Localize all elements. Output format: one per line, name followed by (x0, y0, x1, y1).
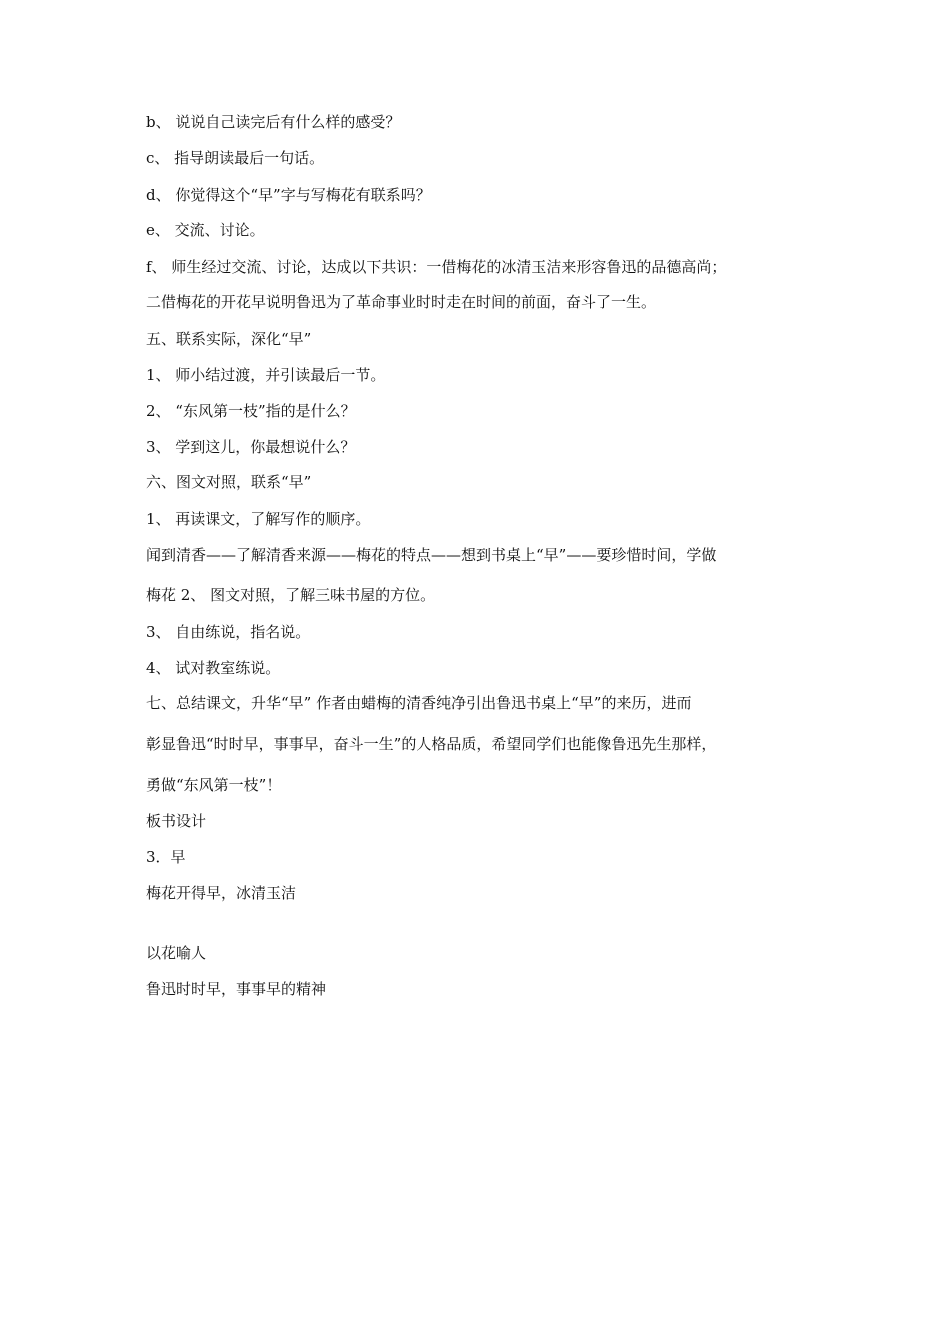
section-heading-5: 五、联系实际，深化“早” (146, 330, 312, 348)
board-design-heading: 板书设计 (146, 812, 207, 830)
text-line-6-2: 梅花 2、 图文对照，了解三味书屋的方位。 (146, 586, 436, 604)
text-line-6-4: 4、 试对教室练说。 (146, 659, 281, 677)
text-line-b: b、 说说自己读完后有什么样的感受？ (146, 113, 401, 131)
text-line-e: e、 交流、讨论。 (146, 221, 265, 239)
board-line-1: 梅花开得早，冰清玉洁 (146, 884, 297, 902)
text-line-f-cont: 二借梅花的开花早说明鲁迅为了革命事业时时走在时间的前面，奋斗了一生。 (146, 293, 657, 311)
board-line-3: 鲁迅时时早，事事早的精神 (146, 980, 327, 998)
text-line-f: f、 师生经过交流、讨论，达成以下共识：一借梅花的冰清玉洁来形容鲁迅的品德高尚； (146, 258, 727, 276)
text-line-7-end: 勇做“东风第一枝”！ (146, 776, 282, 794)
text-line-5-2: 2、 “东风第一枝”指的是什么？ (146, 402, 356, 420)
board-title: 3．早 (146, 848, 186, 866)
text-line-6-sequence: 闻到清香——了解清香来源——梅花的特点——想到书桌上“早”——要珍惜时间，学做 (146, 546, 717, 564)
section-heading-6: 六、图文对照，联系“早” (146, 473, 312, 491)
text-line-d: d、 你觉得这个“早”字与写梅花有联系吗？ (146, 186, 431, 204)
text-line-c: c、 指导朗读最后一句话。 (146, 149, 325, 167)
text-line-6-3: 3、 自由练说，指名说。 (146, 623, 311, 641)
text-line-5-1: 1、 师小结过渡，并引读最后一节。 (146, 366, 386, 384)
text-line-7-cont: 彰显鲁迅“时时早，事事早，奋斗一生”的人格品质，希望同学们也能像鲁迅先生那样， (146, 735, 717, 753)
text-line-5-3: 3、 学到这儿，你最想说什么？ (146, 438, 356, 456)
board-line-2: 以花喻人 (146, 944, 207, 962)
section-heading-7: 七、总结课文，升华“早” 作者由蜡梅的清香纯净引出鲁迅书桌上“早”的来历，进而 (146, 694, 692, 712)
text-line-6-1: 1、 再读课文，了解写作的顺序。 (146, 510, 371, 528)
